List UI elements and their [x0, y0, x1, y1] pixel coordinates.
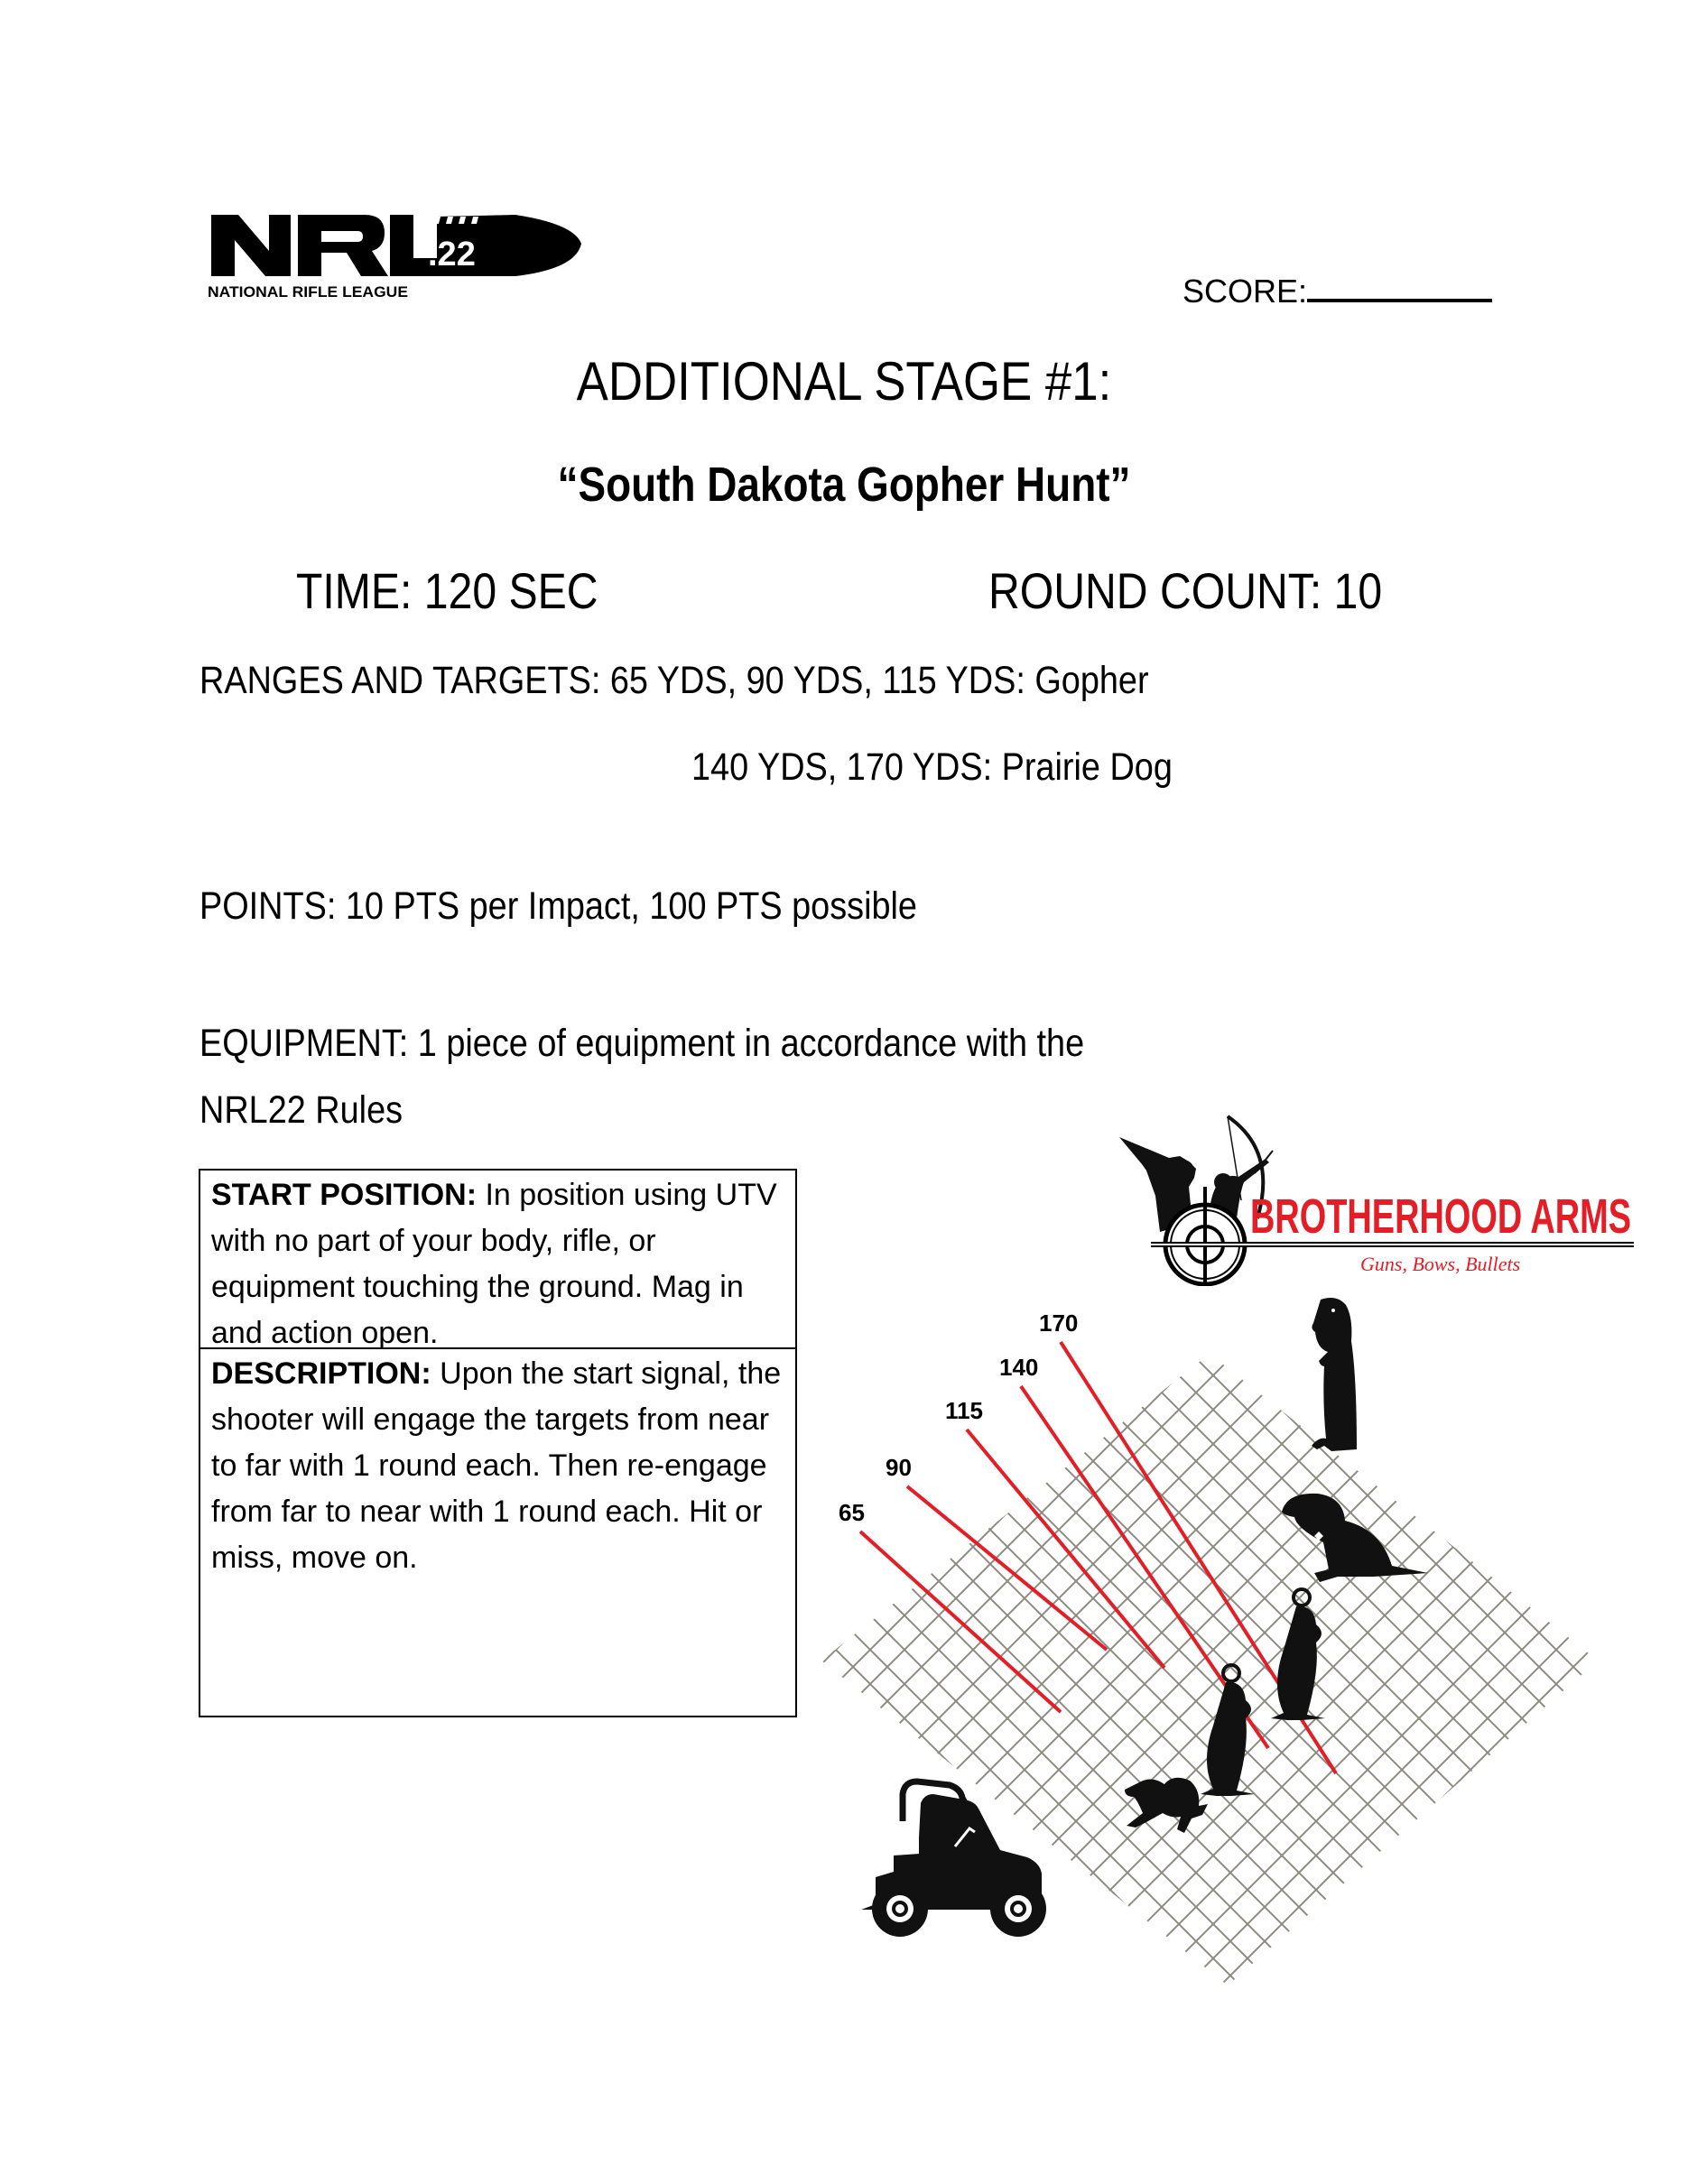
range-line-115: [967, 1430, 1164, 1668]
score-blank-line[interactable]: [1307, 273, 1492, 302]
ferret-icon: [1125, 1778, 1208, 1833]
stage-info-box: [199, 1169, 797, 1717]
start-position-text: In position using UTV with no part of your body, rifle, or equipment touching the ground. Mag in and action open.: [211, 1178, 777, 1350]
description-text: Upon the start signal, the shooter will engage the targets from near to far with 1 round each. Then re-engage from far to near with 1 round each. Hit or miss, move on.: [211, 1356, 782, 1575]
nrl22-logo-icon: [204, 197, 588, 301]
range-label-170: 170: [1039, 1309, 1079, 1337]
round-count: ROUND COUNT: 10: [988, 562, 1383, 619]
range-label-90: 90: [886, 1454, 912, 1481]
equipment-rule: EQUIPMENT: 1 piece of equipment in accordance with the: [199, 1022, 1085, 1065]
score-label: SCORE:: [1183, 273, 1308, 310]
range-label-115: 115: [945, 1397, 983, 1424]
points-rule: POINTS: 10 PTS per Impact, 100 PTS possible: [199, 884, 917, 928]
ranges-and-targets-continued: 140 YDS, 170 YDS: Prairie Dog: [691, 745, 1173, 789]
time-limit: TIME: 120 SEC: [296, 562, 598, 619]
svg-text:.22: .22: [428, 236, 476, 273]
gopher-icon: [1271, 1589, 1325, 1720]
description-label: DESCRIPTION:: [211, 1356, 431, 1391]
score-field[interactable]: [1183, 273, 1492, 310]
stage-title: ADDITIONAL STAGE #1:: [576, 351, 1112, 412]
stage-name: “South Dakota Gopher Hunt”: [557, 458, 1131, 512]
utv-icon: [861, 1781, 1046, 1937]
prairie-dog-standing-icon: [1312, 1298, 1357, 1451]
brotherhood-arms-logo: [1106, 1097, 1638, 1286]
start-position-section: [200, 1171, 795, 1349]
sponsor-name: BROTHERHOOD ARMS: [1250, 1189, 1631, 1244]
sponsor-slogan: Guns, Bows, Bullets: [1360, 1253, 1521, 1275]
nrl22-logo: [204, 197, 588, 301]
ranges-and-targets: RANGES AND TARGETS: 65 YDS, 90 YDS, 115 YDS: Gopher: [199, 659, 1149, 702]
description-section: [200, 1349, 795, 1581]
nrl-tagline: NATIONAL RIFLE LEAGUE: [208, 283, 408, 301]
range-label-140: 140: [999, 1354, 1039, 1381]
stage-diagram: [812, 1272, 1625, 1994]
equipment-rule-continued: NRL22 Rules: [199, 1088, 403, 1132]
start-position-label: START POSITION:: [211, 1178, 478, 1212]
range-label-65: 65: [839, 1499, 865, 1526]
